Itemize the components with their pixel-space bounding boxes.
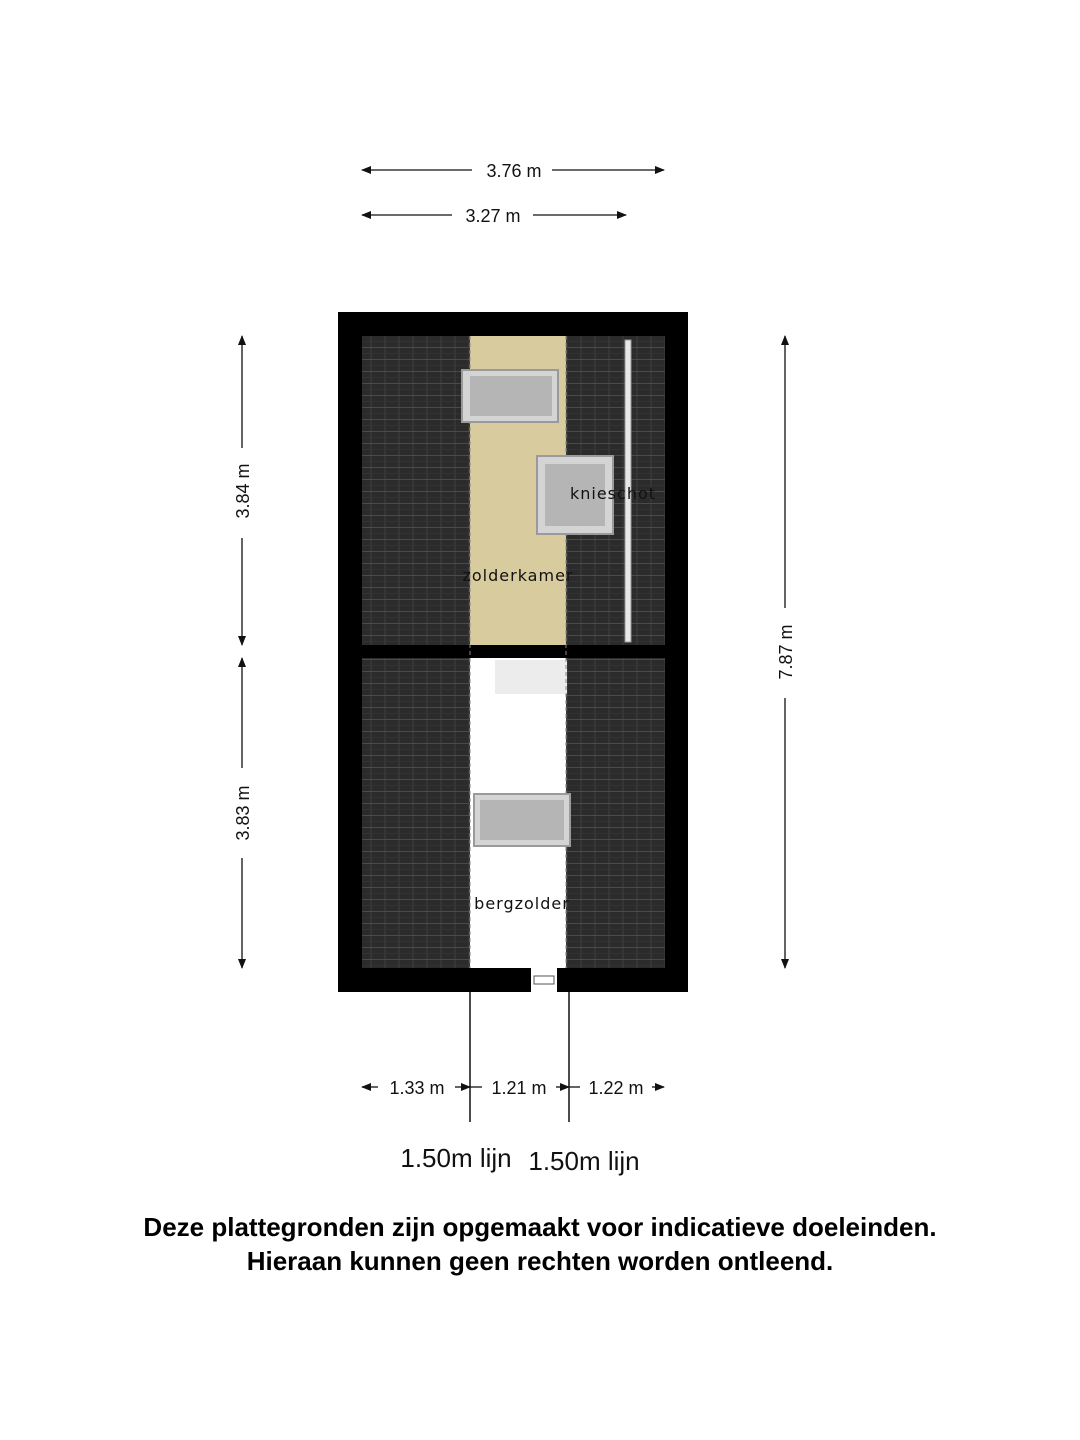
room-label-bergzolder: bergzolder <box>474 894 570 913</box>
dim-top-outer-label: 3.76 m <box>486 161 542 181</box>
building <box>338 312 688 992</box>
dimension-right-total <box>776 336 796 968</box>
height-line-right-label: 1.50m lijn <box>528 1146 640 1176</box>
partition-wall <box>362 645 665 658</box>
dimension-left-upper <box>233 336 253 645</box>
disclaimer-line-1: Deze plattegronden zijn opgemaakt voor indicatieve doeleinden. <box>143 1212 937 1242</box>
height-line-left-label: 1.50m lijn <box>400 1143 512 1173</box>
dimension-bottom <box>362 1078 664 1098</box>
dim-left-lower-label: 3.83 m <box>233 785 253 841</box>
dimension-top-outer <box>362 161 664 181</box>
dim-bottom-right-label: 1.22 m <box>588 1078 644 1098</box>
dim-left-upper-label: 3.84 m <box>233 463 253 519</box>
dim-bottom-middle-label: 1.21 m <box>491 1078 547 1098</box>
stair-landing <box>495 660 567 694</box>
dimension-left-lower <box>233 658 253 968</box>
door-sill <box>534 976 554 984</box>
disclaimer-line-2: Hieraan kunnen geen rechten worden ontleend. <box>246 1246 834 1276</box>
room-label-zolderkamer: zolderkamer <box>462 566 574 585</box>
dimension-top-inner <box>362 206 626 226</box>
dim-top-inner-label: 3.27 m <box>465 206 521 226</box>
roof-window-bottom <box>474 794 570 846</box>
dim-right-label: 7.87 m <box>776 624 796 680</box>
roof-window-top <box>462 370 558 422</box>
dim-bottom-left-label: 1.33 m <box>389 1078 445 1098</box>
room-label-knieschot: knieschot <box>569 484 657 503</box>
